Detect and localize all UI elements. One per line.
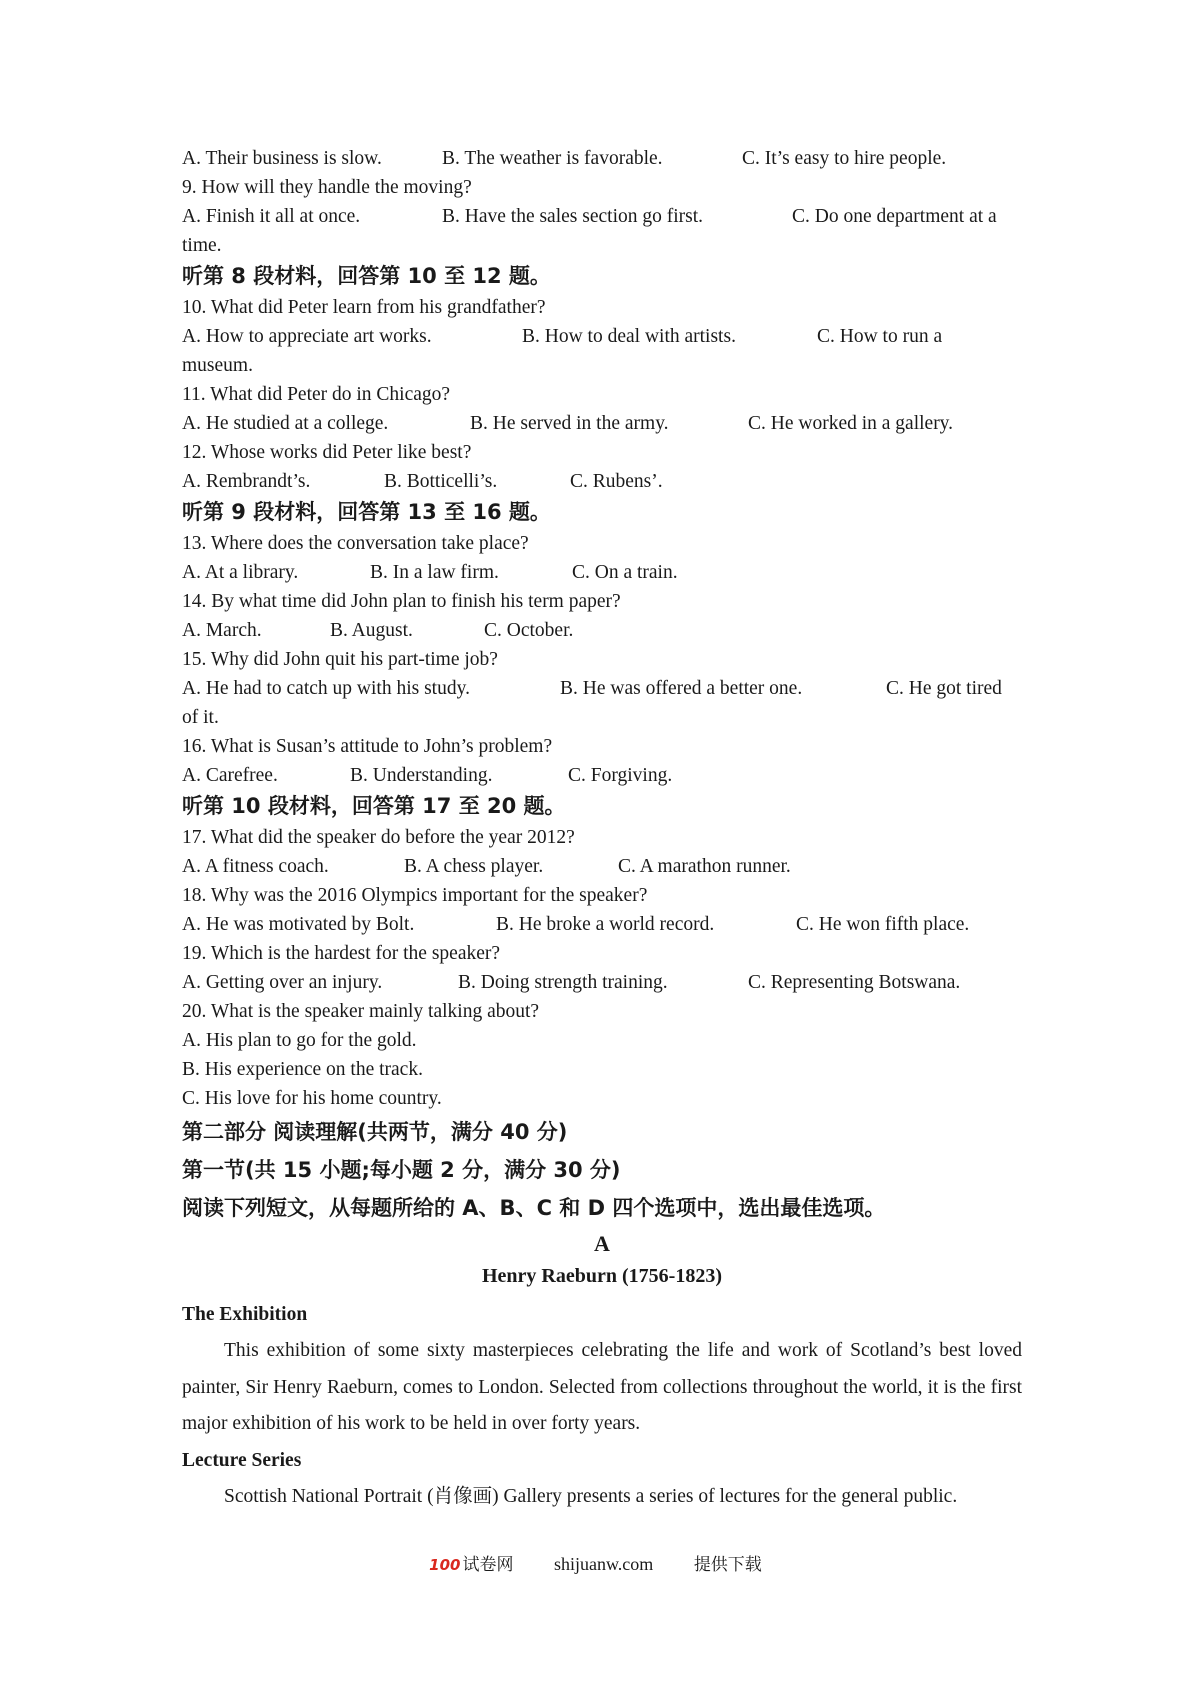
q20-option-a: A. His plan to go for the gold. [182, 1030, 417, 1051]
question-12: 12. Whose works did Peter like best? [182, 442, 472, 463]
q8-option-c: C. It’s easy to hire people. [742, 148, 947, 169]
question-9: 9. How will they handle the moving? [182, 177, 472, 198]
q20-option-b: B. His experience on the track. [182, 1059, 423, 1080]
question-11: 11. What did Peter do in Chicago? [182, 384, 451, 405]
q17-option-a: A. A fitness coach. [182, 856, 329, 877]
q13-option-b: B. In a law firm. [370, 562, 499, 583]
q17-option-c: C. A marathon runner. [618, 856, 791, 877]
q16-option-c: C. Forgiving. [568, 765, 673, 786]
q11-options [182, 409, 1022, 438]
q12-option-b: B. Botticelli’s. [384, 471, 498, 492]
section-heading-10: 听第 10 段材料，回答第 17 至 20 题。 [182, 794, 566, 818]
site-domain-link[interactable]: shijuanw.com [553, 1554, 654, 1574]
q15-option-a: A. He had to catch up with his study. [182, 678, 470, 699]
q19-option-b: B. Doing strength training. [458, 972, 668, 993]
section-one-heading: 第一节(共 15 小题;每小题 2 分，满分 30 分) [182, 1158, 621, 1182]
q13-options [182, 558, 1022, 587]
q8-option-b: B. The weather is favorable. [442, 148, 663, 169]
paragraph-exhibition: This exhibition of some sixty masterpieces celebrating the life and work of Scotland’s best loved painter, Sir Henry Raeburn, comes to London. Selected from collections throughout the world, it is the first major exhibition of his work to be held in over forty years. [182, 1340, 1022, 1434]
subheading-exhibition: The Exhibition [182, 1304, 308, 1325]
reading-instructions: 阅读下列短文，从每题所给的 A、B、C 和 D 四个选项中，选出最佳选项。 [182, 1196, 886, 1220]
q11-option-b: B. He served in the army. [470, 413, 669, 434]
q9-option-c-continued: time. [182, 235, 222, 256]
q18-option-c: C. He won fifth place. [796, 914, 970, 935]
q15-option-c-continued: of it. [182, 707, 219, 728]
q14-option-c: C. October. [484, 620, 574, 641]
page-footer [0, 1552, 1191, 1577]
question-17: 17. What did the speaker do before the year 2012? [182, 827, 575, 848]
q12-options [182, 467, 1022, 496]
question-18: 18. Why was the 2016 Olympics important for the speaker? [182, 885, 648, 906]
q17-options [182, 852, 1022, 881]
site-logo: 100 [429, 1556, 461, 1574]
question-13: 13. Where does the conversation take place? [182, 533, 529, 554]
q14-options [182, 616, 1022, 645]
passage-letter: A [594, 1231, 610, 1256]
q9-option-c: C. Do one department at a [792, 206, 997, 227]
q10-option-c: C. How to run a [817, 326, 943, 347]
q10-option-a: A. How to appreciate art works. [182, 326, 432, 347]
q17-option-b: B. A chess player. [404, 856, 544, 877]
q10-option-c-continued: museum. [182, 355, 253, 376]
q16-option-b: B. Understanding. [350, 765, 493, 786]
question-19: 19. Which is the hardest for the speaker? [182, 943, 501, 964]
q9-option-a: A. Finish it all at once. [182, 206, 361, 227]
question-16: 16. What is Susan’s attitude to John’s problem? [182, 736, 553, 757]
q11-option-a: A. He studied at a college. [182, 413, 389, 434]
q18-option-b: B. He broke a world record. [496, 914, 715, 935]
subheading-lecture-series: Lecture Series [182, 1449, 302, 1471]
q14-option-a: A. March. [182, 620, 262, 641]
q15-option-b: B. He was offered a better one. [560, 678, 803, 699]
q18-option-a: A. He was motivated by Bolt. [182, 914, 415, 935]
q19-option-a: A. Getting over an injury. [182, 972, 383, 993]
q9-option-b: B. Have the sales section go first. [442, 206, 704, 227]
paragraph-lecture-series: Scottish National Portrait (肖像画) Gallery presents a series of lectures for the general public. [224, 1485, 958, 1507]
q8-options [182, 144, 1022, 173]
part-two-heading: 第二部分 阅读理解(共两节，满分 40 分) [182, 1120, 568, 1144]
q15-options [182, 674, 1022, 703]
section-heading-8: 听第 8 段材料，回答第 10 至 12 题。 [182, 264, 551, 288]
q16-option-a: A. Carefree. [182, 765, 278, 786]
q15-option-c: C. He got tired [886, 678, 1002, 699]
q13-option-a: A. At a library. [182, 562, 299, 583]
q20-option-c: C. His love for his home country. [182, 1088, 442, 1109]
q14-option-b: B. August. [330, 620, 413, 641]
question-20: 20. What is the speaker mainly talking about? [182, 1001, 540, 1022]
site-name: 试卷网 [462, 1555, 514, 1575]
download-note: 提供下载 [693, 1555, 762, 1575]
q10-option-b: B. How to deal with artists. [522, 326, 736, 347]
page-content [182, 144, 1022, 1515]
q19-option-c: C. Representing Botswana. [748, 972, 961, 993]
q9-options [182, 202, 1022, 231]
q18-options [182, 910, 1022, 939]
question-15: 15. Why did John quit his part-time job? [182, 649, 498, 670]
q13-option-c: C. On a train. [572, 562, 678, 583]
q12-option-c: C. Rubens’. [570, 471, 663, 492]
q11-option-c: C. He worked in a gallery. [748, 413, 954, 434]
q16-options [182, 761, 1022, 790]
question-10: 10. What did Peter learn from his grandfather? [182, 297, 546, 318]
q10-options [182, 322, 1022, 351]
q8-option-a: A. Their business is slow. [182, 148, 382, 169]
q19-options [182, 968, 1022, 997]
passage-title: Henry Raeburn (1756-1823) [482, 1265, 722, 1287]
question-14: 14. By what time did John plan to finish his term paper? [182, 591, 621, 612]
section-heading-9: 听第 9 段材料，回答第 13 至 16 题。 [182, 500, 551, 524]
q12-option-a: A. Rembrandt’s. [182, 471, 311, 492]
